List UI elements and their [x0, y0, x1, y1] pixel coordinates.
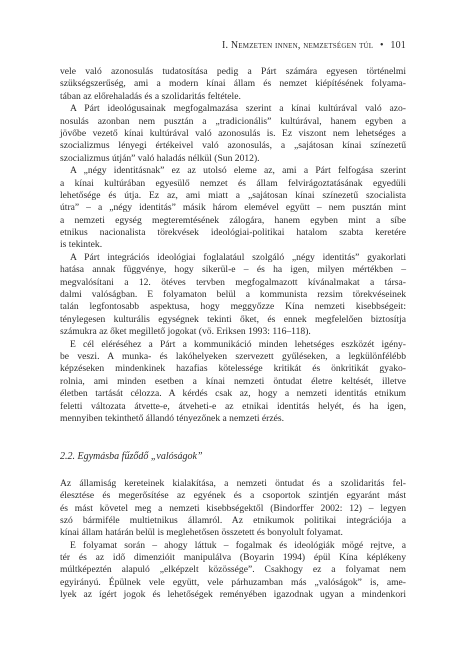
text-line: szocializmus lényegi értékeivel való azonosulás, a „sajátosan kínai színezetű [60, 140, 406, 152]
text-line: E folyamat során – ahogy láttuk – fogalmak és ideológiák mögé rejtve, a [70, 539, 406, 551]
text-line: A Párt integrációs ideológiai foglalatául szolgáló „négy identitás” gyakorlati [70, 251, 406, 263]
text-line: jövőbe vezető kínai kultúrával való azonosulás is. Ez viszont nem lehetséges a [60, 127, 406, 139]
chapter-roman: I. [221, 40, 229, 51]
chapter-title: Nemzeten innen, nemzetségen túl [230, 40, 374, 51]
paragraph [60, 540, 406, 602]
text-line: képzéseken mindenkinek hazafias kötelessége kritikát és önkritikát gyako- [60, 363, 406, 375]
paragraph [60, 339, 406, 426]
section-title: Egymásba fűződő „valóságok” [77, 451, 203, 463]
text-line: E cél eléréséhez a Párt a kommunikáció minden lehetséges eszközét igény- [70, 338, 406, 350]
paragraph [60, 103, 406, 165]
text-line: lehetősége és útja. Ez az, ami miatt a „sajátosan kínai színezetű szocialista [60, 189, 406, 201]
section-heading [60, 451, 406, 463]
text-line: vele való azonosulás tudatosítása pedig a Párt számára egyesen történelmi [60, 66, 406, 77]
page-number: 101 [390, 40, 406, 51]
text-line: Az államiság kereteinek kialakítása, a nemzeti öntudat és a szolidaritás fel- [60, 477, 406, 489]
text-line: etnikus nacionalista törekvések ideológiai-politikai hatalom szabta keretére [60, 227, 406, 239]
text-line: szó bármiféle multietnikus államról. Az etnikumok politikai integrációja a [60, 514, 406, 526]
text-line: be veszi. A munka- és lakóhelyeken szervezett gyűléseken, a legkülönfélébb [60, 350, 406, 362]
text-line: tában az előrehaladás és a szolidaritás feltétele. [60, 90, 241, 102]
text-line: ténylegesen kulturális egységnek tekinti őket, és ennek megfelelően biztosítja [60, 313, 406, 325]
text-line: egyirányú. Épülnek vele együtt, vele párhuzamban más „valóságok” is, ame- [60, 576, 406, 588]
text-line: dalmi valóságban. E folyamaton belül a kommunista rezsim törekvéseinek [60, 289, 406, 301]
section-number: 2.2. [60, 451, 75, 463]
text-line: is tekintek. [60, 239, 103, 251]
text-line: élesztése és megerősítése az egyének és a csoportok szintjén egyaránt mást [60, 490, 406, 502]
text-line: mennyiben tekinthető állandó tényezőnek a nemzeti érzés. [60, 412, 285, 424]
text-line: nosulás azonban nem pusztán a „tradicionális” kultúrával, hanem egyben a [60, 115, 406, 127]
text-line: A Párt ideológusainak megfogalmazása szerint a kínai kultúrával való azo- [70, 103, 406, 115]
text-line: és mást követel meg a nemzeti kisebbségektől (Bindorffer 2002: 12) – legyen [60, 502, 406, 514]
text-line: szocializmus útján” való haladás nélkül (Sun 2012). [60, 152, 260, 164]
text-line: megvalósítani a 12. ötéves tervben megfogalmazott kívánalmakat a társa- [60, 276, 406, 288]
text-line: talán legfontosabb aspektusa, hogy meggyőzze Kína nemzeti kisebbségeit: [60, 301, 406, 313]
paragraph [60, 478, 406, 540]
text-line: útra” – a „négy identitás” másik három elemével együtt – nem pusztán mint [60, 202, 406, 214]
text-line: a kínai kultúrában egyesülő nemzet és állam felvirágoztatásának egyedüli [60, 177, 406, 189]
body-text [60, 66, 406, 602]
text-line: a nemzeti egység megteremtésének zálogára, hanem egyben mint a síbe [60, 214, 406, 226]
text-line: A „négy identitásnak” ez az utolsó eleme az, ami a Párt felfogása szerint [70, 165, 406, 177]
text-line: tér és az idő dimenzióit manipulálva (Boyarin 1994) épül Kína képlékeny [60, 552, 406, 564]
running-head [60, 40, 406, 52]
header-bullet: • [379, 40, 384, 51]
paragraph [60, 66, 406, 103]
text-line: hatása annak függvénye, hogy sikerül-e – és ha igen, milyen mértékben – [60, 264, 406, 276]
paragraph [60, 252, 406, 339]
paragraph [60, 165, 406, 252]
text-line: kínai állam határán belül is meglehetősen összetett és bonyolult folyamat. [60, 527, 343, 539]
text-line: szükségszerűség, ami a modern kínai állam és nemzet kiépítésének folyama- [60, 78, 406, 90]
text-line: rolnia, ami minden esetben a kínai nemzeti öntudat életre keltését, illetve [60, 375, 406, 387]
text-line: életben tartását célozza. A kérdés csak az, hogy a nemzeti identitás etnikum [60, 388, 406, 400]
text-line: feletti változata átvette-e, átveheti-e az etnikai identitás helyét, és ha igen, [60, 400, 406, 412]
text-line: lyek az ígért jogok és lehetőségek reményében igazodnak ugyan a mindenkori [60, 589, 406, 601]
text-line: múltképeztén alapuló „elképzelt közössége”. Csakhogy ez a folyamat nem [60, 564, 406, 576]
text-line: számukra az őket megillető jogokat (vö. Eriksen 1993: 116–118). [60, 326, 311, 338]
